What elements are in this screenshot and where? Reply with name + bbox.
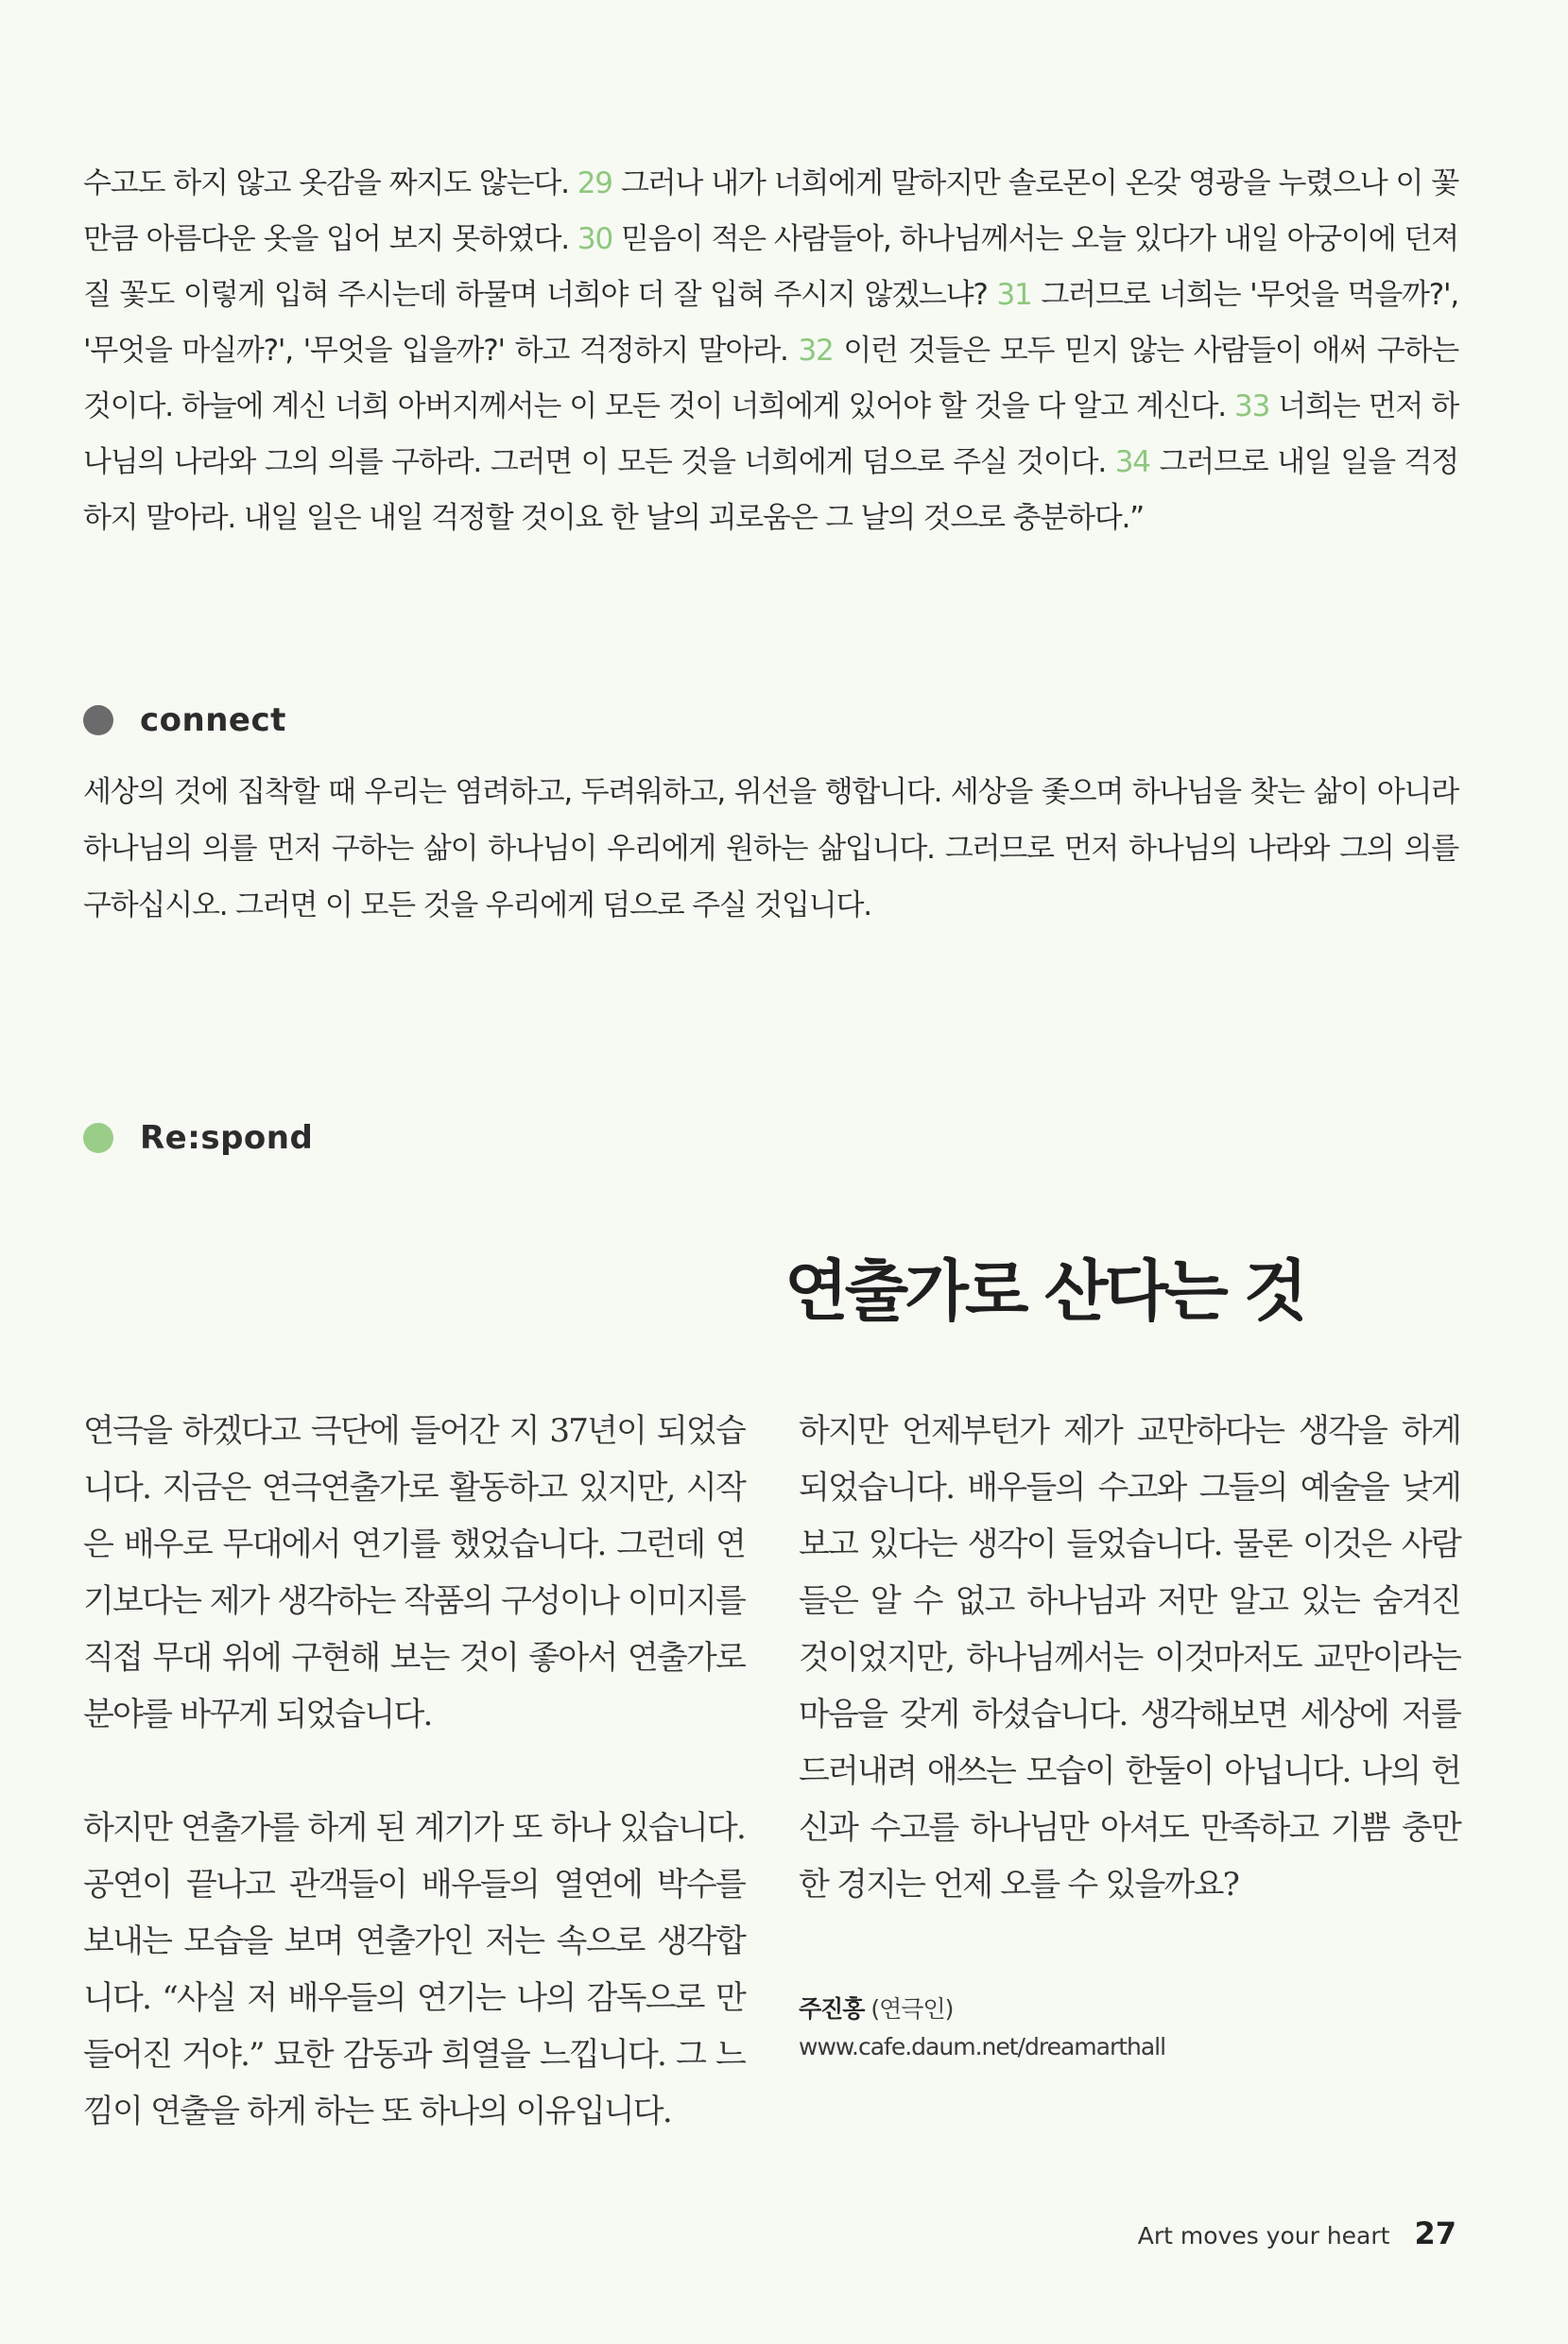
verse-number: 31	[996, 278, 1032, 312]
author-role: (연극인)	[870, 1995, 954, 2023]
scripture-text: 그러나 내가 너희에게 말하지만 솔로몬이 온갖 영광을 누렸으나 이 꽃만큼 아름다운 옷을 입어 보지 못하였다.	[83, 166, 1458, 256]
verse-number: 30	[577, 222, 612, 256]
scripture-text: 수고도 하지 않고 옷감을 짜지도 않는다.	[83, 166, 569, 200]
essay-column-left	[83, 1403, 745, 2197]
author-info	[799, 1991, 1460, 2066]
section-title: Re:spond	[140, 1119, 314, 1157]
scripture-text: 믿음이 적은 사람들아, 하나님께서는 오늘 있다가 내일 아궁이에 던져질 꽃도 이렇게 입혀 주시는데 하물며 너희야 더 잘 입혀 주시지 않겠느냐?	[83, 222, 1459, 312]
essay-paragraph: 연극을 하겠다고 극단에 들어간 지 37년이 되었습니다. 지금은 연극연출가로 활동하고 있지만, 시작은 배우로 무대에서 연기를 했었습니다. 그런데 연기보다는 제가 생각하는 작품의 구성이나 이미지를 직접 무대 위에 구현해 보는 것이 좋아서 연출가로 분야를 바꾸게 되었습니다.	[83, 1412, 745, 1733]
connect-body: 세상의 것에 집착할 때 우리는 염려하고, 두려워하고, 위선을 행합니다. 세상을 좇으며 하나님을 찾는 삶이 아니라 하나님의 의를 먼저 구하는 삶이 하나님이 우리에게 원하는 삶입니다. 그러므로 먼저 하나님의 나라와 그의 의를 구하십시오. 그러면 이 모든 것을 우리에게 덤으로 주실 것입니다.	[83, 775, 1458, 922]
verse-number: 34	[1114, 445, 1150, 479]
verse-number: 29	[577, 166, 612, 200]
essay-title: 연출가로 산다는 것	[784, 1251, 1304, 1330]
footer-tagline: Art moves your heart	[1137, 2222, 1390, 2249]
respond-heading	[83, 1119, 313, 1157]
page-footer	[1138, 2215, 1456, 2251]
verse-number: 32	[798, 334, 834, 368]
essay-paragraph: 하지만 연출가를 하게 된 계기가 또 하나 있습니다. 공연이 끝나고 관객들이 배우들의 열연에 박수를 보내는 모습을 보며 연출가인 저는 속으로 생각합니다. “사실 저 배우들의 연기는 나의 감독으로 만들어진 거야.” 묘한 감동과 희열을 느낍니다. 그 느낌이 연출을 하게 하는 또 하나의 이유입니다.	[83, 1809, 745, 2130]
connect-heading	[83, 701, 286, 739]
scripture-text: 그러므로 내일 일을 걱정하지 말아라. 내일 일은 내일 걱정할 것이요 한 날의 괴로움은 그 날의 것으로 충분하다.”	[83, 445, 1459, 535]
scripture-text: 그러므로 너희는 '무엇을 먹을까?', '무엇을 마실까?', '무엇을 입을까?' 하고 걱정하지 말아라.	[83, 278, 1459, 368]
scripture-passage	[83, 156, 1458, 546]
page-number: 27	[1414, 2215, 1456, 2251]
scripture-text: 너희는 먼저 하나님의 나라와 그의 의를 구하라. 그러면 이 모든 것을 너희에게 덤으로 주실 것이다.	[83, 389, 1459, 479]
essay-column-right	[799, 1403, 1460, 1970]
author-url: www.cafe.daum.net/dreamarthall	[799, 2033, 1166, 2060]
section-title: connect	[140, 701, 286, 739]
verse-number: 33	[1234, 389, 1270, 423]
author-name: 주진홍	[799, 1995, 865, 2023]
essay-paragraph: 하지만 언제부턴가 제가 교만하다는 생각을 하게 되었습니다. 배우들의 수고와 그들의 예술을 낮게 보고 있다는 생각이 들었습니다. 물론 이것은 사람들은 알 수 없고 하나님과 저만 알고 있는 숨겨진 것이었지만, 하나님께서는 이것마저도 교만이라는 마음을 갖게 하셨습니다. 생각해보면 세상에 저를 드러내려 애쓰는 모습이 한둘이 아닙니다. 나의 헌신과 수고를 하나님만 아셔도 만족하고 기쁨 충만한 경지는 언제 오를 수 있을까요?	[799, 1412, 1460, 1904]
scripture-text: 이런 것들은 모두 믿지 않는 사람들이 애써 구하는 것이다. 하늘에 계신 너희 아버지께서는 이 모든 것이 너희에게 있어야 할 것을 다 알고 계신다.	[83, 334, 1459, 423]
bullet-dot-icon	[83, 1123, 113, 1153]
bullet-dot-icon	[83, 705, 113, 735]
